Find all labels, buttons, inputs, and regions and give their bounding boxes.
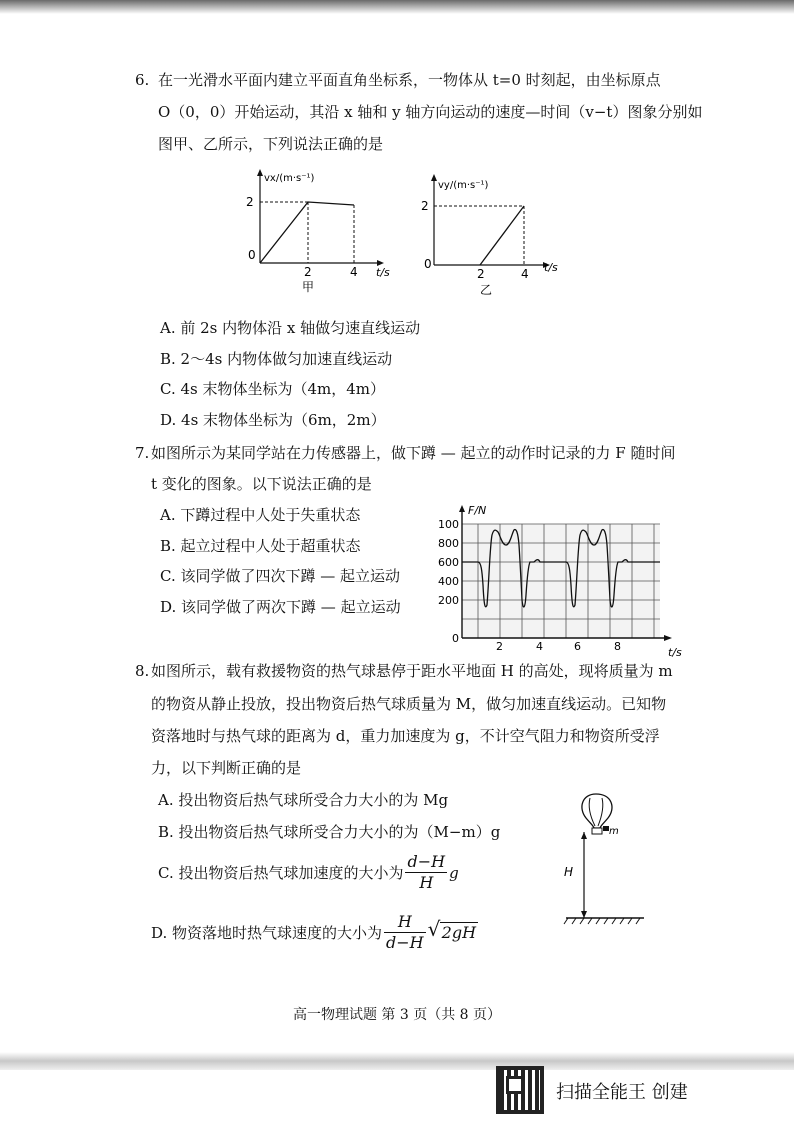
- q8-number: 8.: [135, 662, 150, 680]
- q6-option-c: C. 4s 末物体坐标为（4m，4m）: [160, 380, 386, 398]
- balloon-icon: [582, 794, 612, 828]
- q6-number: 6.: [135, 71, 150, 89]
- page-footer: 高一物理试题 第 3 页（共 8 页）: [292, 1007, 502, 1023]
- q8-option-d-numerator: H: [384, 912, 426, 933]
- q8-option-c-text: C. 投出物资后热气球加速度的大小为: [158, 863, 404, 882]
- graph-a-xtick-0: 0: [248, 248, 256, 262]
- q8-option-c-g: g: [449, 863, 459, 882]
- q7-line-2: t 变化的图象。以下说法正确的是: [151, 475, 372, 493]
- q8-line-1: 如图所示，载有救援物资的热气球悬停于距水平地面 H 的高处，现将质量为 m: [151, 662, 673, 680]
- q7-option-a: A. 下蹲过程中人处于失重状态: [160, 506, 361, 524]
- q6-line-1: 在一光滑水平面内建立平面直角坐标系，一物体从 t=0 时刻起，由坐标原点: [158, 71, 661, 89]
- q6-line-2: O（0，0）开始运动，其沿 x 轴和 y 轴方向运动的速度—时间（v−t）图象分别如: [158, 103, 703, 121]
- q8-option-c: [158, 852, 459, 893]
- q7-xtick-8: 8: [614, 640, 621, 653]
- q7-option-c: C. 该同学做了四次下蹲 — 起立运动: [160, 567, 401, 585]
- graph-b-xtick-0: 0: [424, 257, 432, 271]
- graph-a-xlabel: t/s: [376, 266, 390, 279]
- graph-b-xlabel: t/s: [544, 261, 558, 274]
- q8-fig-m: m: [609, 826, 619, 837]
- qr-code-icon[interactable]: [496, 1066, 544, 1114]
- graph-a-ylabel: vx/(m·s⁻¹): [264, 173, 315, 184]
- scan-edge-top: [0, 0, 794, 14]
- q8-option-b: B. 投出物资后热气球所受合力大小的为（M−m）g: [158, 823, 501, 841]
- q6-graph-b: [414, 170, 574, 300]
- q8-balloon-figure: [560, 790, 660, 930]
- q8-option-d: [151, 912, 478, 953]
- q7-ytick-600: 600: [438, 556, 459, 569]
- graph-b-ylabel: vy/(m·s⁻¹): [438, 180, 489, 191]
- q8-line-3: 资落地时与热气球的距离为 d，重力加速度为 g，不计空气阻力和物资所受浮: [151, 727, 660, 745]
- q8-option-d-fraction: [384, 912, 426, 953]
- q7-xtick-6: 6: [574, 640, 581, 653]
- q7-option-b: B. 起立过程中人处于超重状态: [160, 537, 361, 555]
- q8-option-d-denominator: d−H: [386, 933, 424, 952]
- q6-option-a: A. 前 2s 内物体沿 x 轴做匀速直线运动: [160, 319, 421, 337]
- q7-ytick-200: 200: [438, 594, 459, 607]
- q8-line-4: 力，以下判断正确的是: [151, 759, 302, 777]
- q8-option-a: A. 投出物资后热气球所受合力大小的为 Mg: [158, 791, 449, 809]
- q7-option-d: D. 该同学做了两次下蹲 — 起立运动: [160, 598, 401, 616]
- q8-option-d-sqrt: √ 2gH: [440, 922, 478, 943]
- q6-option-b: B. 2～4s 内物体做匀加速直线运动: [160, 350, 393, 368]
- q6-graph-a: [240, 165, 400, 295]
- graph-a-xtick-2: 2: [304, 265, 312, 279]
- q7-xtick-4: 4: [536, 640, 543, 653]
- q7-xtick-2: 2: [496, 640, 503, 653]
- q8-option-d-text: D. 物资落地时热气球速度的大小为: [151, 923, 383, 942]
- q8-fig-H: H: [564, 865, 574, 879]
- q7-force-graph: [426, 500, 686, 662]
- q7-ytick-800: 800: [438, 537, 459, 550]
- scanner-label: 扫描全能王 创建: [556, 1082, 688, 1103]
- graph-b-xtick-2: 2: [477, 267, 485, 281]
- scan-edge-bottom: [0, 1052, 794, 1070]
- q7-graph-ylabel: F/N: [468, 504, 487, 517]
- q8-option-c-denominator: H: [419, 873, 434, 892]
- graph-b-ytick: 2: [421, 199, 429, 213]
- q7-ytick-400: 400: [438, 575, 459, 588]
- q7-ytick-0: 0: [452, 632, 459, 645]
- q8-option-c-fraction: [405, 852, 447, 893]
- q7-number: 7.: [135, 444, 150, 462]
- q6-option-d: D. 4s 末物体坐标为（6m，2m）: [160, 411, 386, 429]
- graph-b-caption: 乙: [480, 283, 493, 297]
- graph-a-xtick-4: 4: [350, 265, 358, 279]
- graph-a-ytick: 2: [246, 195, 254, 209]
- graph-a-caption: 甲: [302, 280, 315, 294]
- q7-line-1: 如图所示为某同学站在力传感器上，做下蹲 — 起立的动作时记录的力 F 随时间: [151, 444, 676, 462]
- q8-line-2: 的物资从静止投放，投出物资后热气球质量为 M，做匀加速直线运动。已知物: [151, 695, 667, 713]
- graph-b-xtick-4: 4: [521, 267, 529, 281]
- q7-graph-xlabel: t/s: [668, 646, 682, 659]
- q6-line-3: 图甲、乙所示，下列说法正确的是: [158, 135, 384, 153]
- q7-ytick-100: 100: [438, 518, 459, 531]
- q8-option-c-numerator: d−H: [407, 852, 446, 871]
